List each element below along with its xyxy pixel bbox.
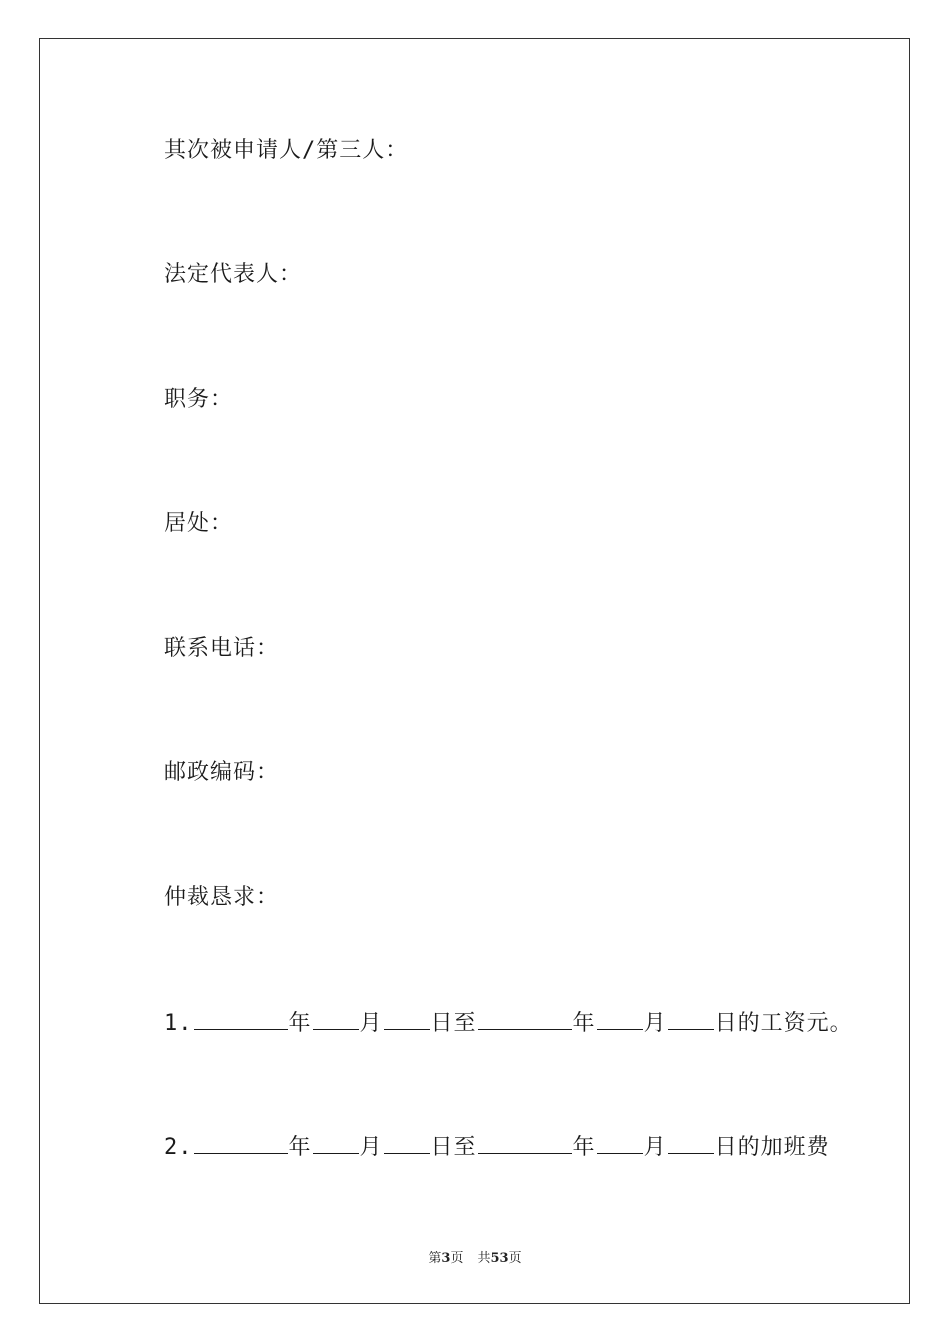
claim-1-tail: 日的工资元。 [714,1011,853,1036]
claim-2-end-day-blank [668,1131,714,1154]
footer-total-prefix: 共 [477,1251,491,1266]
footer-total-suffix: 页 [508,1251,522,1266]
claim-2-start-month-blank [313,1131,359,1154]
claim-2-start-day-blank [384,1131,430,1154]
page-footer [0,1247,950,1266]
position-label: 职务： [164,387,234,412]
claim-1-year: 年 [288,1011,312,1036]
claim-1-start-month-blank [313,1007,359,1030]
claim-item-1 [164,1007,853,1039]
claim-1-day-to: 日至 [430,1011,477,1036]
claim-1-year2: 年 [572,1011,596,1036]
postal-code-label: 邮政编码： [164,760,280,785]
footer-page-prefix: 第 [428,1251,442,1266]
claim-2-end-year-blank [478,1131,572,1154]
claim-2-end-month-blank [597,1131,643,1154]
claims-label: 仲裁恳求： [164,885,280,910]
claim-item-2 [164,1131,830,1163]
claim-2-year2: 年 [572,1135,596,1160]
claim-2-tail: 日的加班费 [714,1135,830,1160]
claim-1-number: 1. [164,1011,193,1036]
claim-2-month2: 月 [643,1135,667,1160]
footer-page-number: 3 [441,1251,451,1266]
claim-1-start-day-blank [384,1007,430,1030]
legal-representative-label: 法定代表人： [164,262,303,287]
claim-1-month2: 月 [643,1011,667,1036]
claim-2-year: 年 [288,1135,312,1160]
claim-2-day-to: 日至 [430,1135,477,1160]
phone-label: 联系电话： [164,636,280,661]
claim-2-month: 月 [359,1135,383,1160]
second-respondent-label: 其次被申请人/第三人： [164,138,409,163]
claim-1-end-year-blank [478,1007,572,1030]
footer-total-pages: 53 [490,1251,509,1266]
claim-1-end-month-blank [597,1007,643,1030]
claim-1-end-day-blank [668,1007,714,1030]
claim-1-month: 月 [359,1011,383,1036]
claim-2-number: 2. [164,1135,193,1160]
claim-2-start-year-blank [194,1131,288,1154]
footer-page-suffix: 页 [450,1251,464,1266]
claim-1-start-year-blank [194,1007,288,1030]
page-frame [39,38,910,1304]
residence-label: 居处： [164,511,234,536]
